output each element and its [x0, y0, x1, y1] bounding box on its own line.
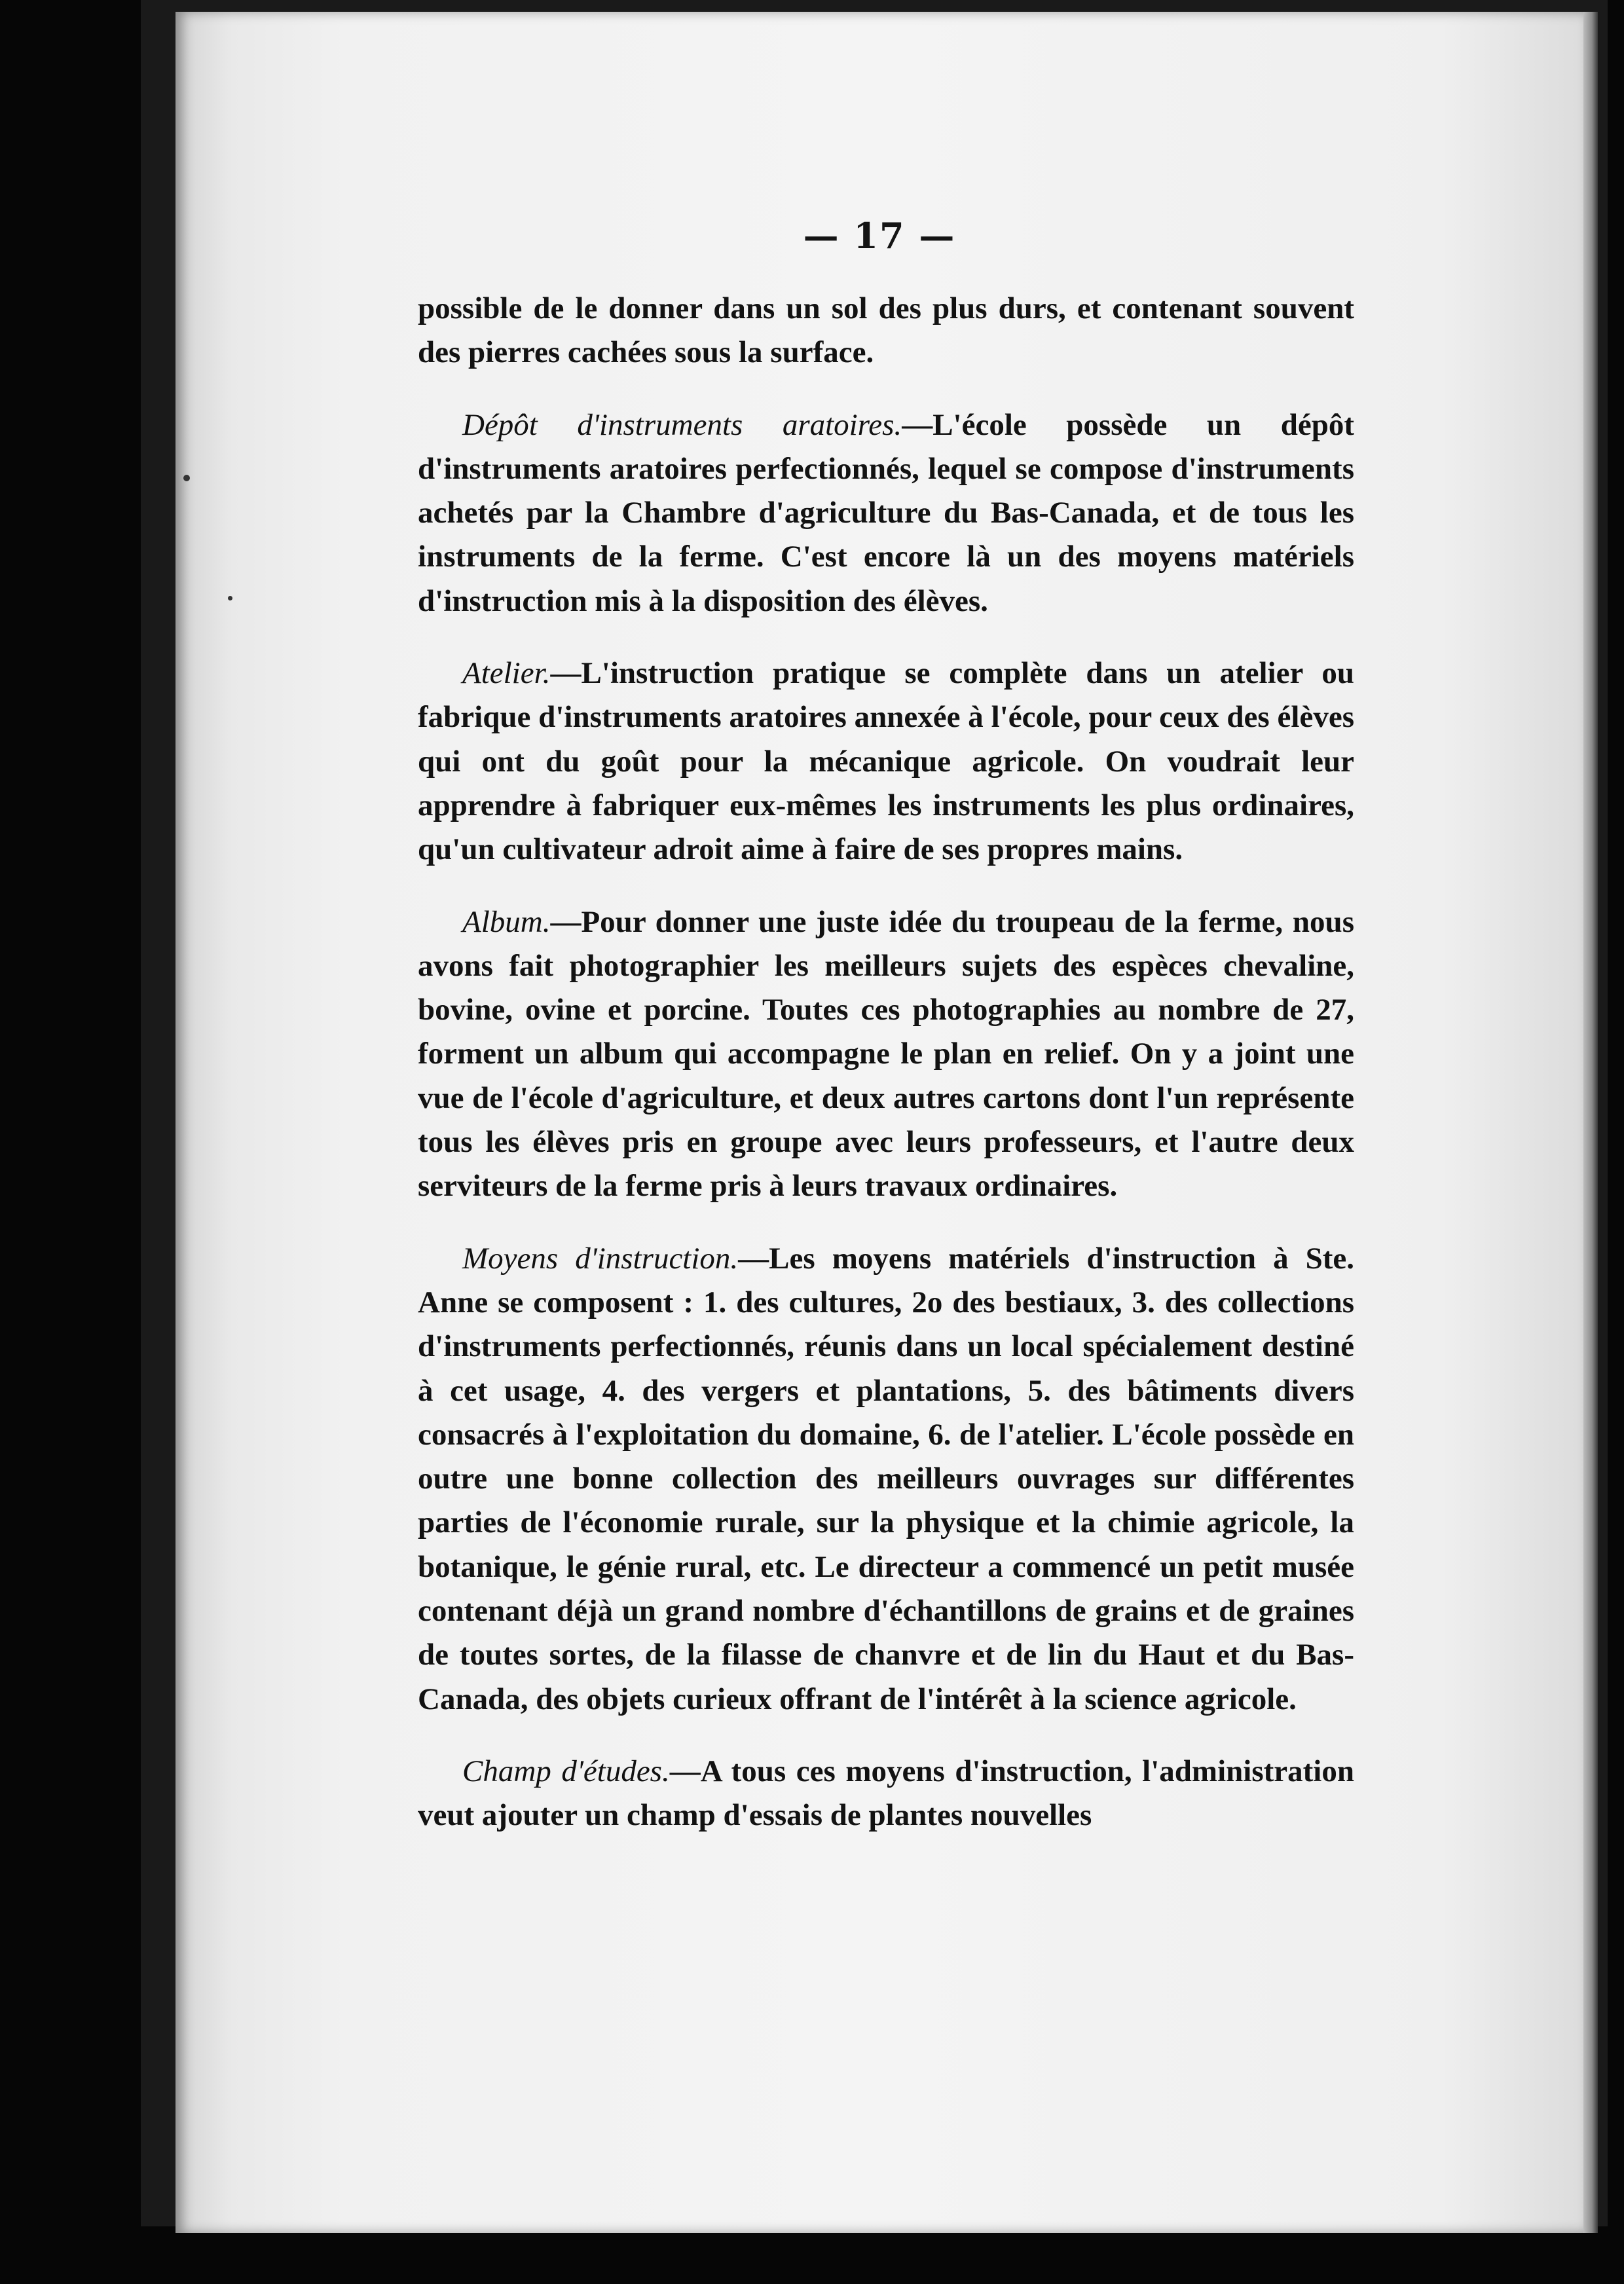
- paragraph-album: [418, 900, 1354, 1209]
- page-right-edge: [1583, 12, 1598, 2233]
- page-number: — 17 —: [803, 215, 956, 257]
- ink-speck: [183, 475, 190, 481]
- paragraph-heading: Album.: [462, 904, 551, 939]
- paragraph-moyens: [418, 1237, 1354, 1722]
- paragraph-continuation: [418, 287, 1354, 375]
- paragraph-text: possible de le donner dans un sol des plus durs, et contenant souvent des pierres cachées sous la surface.: [418, 291, 1354, 370]
- paragraph-heading: Dépôt d'instruments aratoires.: [462, 407, 902, 442]
- paragraph-text: —Pour donner une juste idée du troupeau de la ferme, nous avons fait photographier les meilleurs sujets des espèces chevaline, bovine, ovine et porcine. Toutes ces photographies au nombre de 27, forment un album qui accompagne le plan en relief. On y a joint une vue de l'école d'agriculture, et deux autres cartons dont l'un représente tous les élèves pris en groupe avec leurs professeurs, et l'autre deux serviteurs de la ferme pris à leurs travaux ordinaires.: [418, 904, 1354, 1204]
- paragraph-text: —Les moyens matériels d'instruction à Ste. Anne se composent : 1. des cultures, 2o des bestiaux, 3. des collections d'instruments perfectionnés, réunis dans un local spécialement destiné à cet usage, 4. des vergers et plantations, 5. des bâtiments divers consacrés à l'exploitation du domaine, 6. de l'atelier. L'école possède en outre une bonne collection des meilleurs ouvrages sur différentes parties de l'économie rurale, sur la physique et la chimie agricole, la botanique, le génie rural, etc. Le directeur a commencé un petit musée contenant déjà un grand nombre d'échantillons de grains et de graines de toutes sortes, de la filasse de chanvre et de lin du Haut et du Bas-Canada, des objets curieux offrant de l'intérêt à la science agricole.: [418, 1241, 1354, 1716]
- body-text: [418, 287, 1354, 1866]
- paragraph-atelier: [418, 652, 1354, 872]
- paragraph-heading: Champ d'études.: [462, 1754, 670, 1788]
- paragraph-text: —A tous ces moyens d'instruction, l'administration veut ajouter un champ d'essais de plantes nouvelles: [418, 1754, 1354, 1833]
- paragraph-text: —L'école possède un dépôt d'instruments aratoires perfectionnés, lequel se compose d'instruments achetés par la Chambre d'agriculture du Bas-Canada, et de tous les instruments de la ferme. C'est encore là un des moyens matériels d'instruction mis à la disposition des élèves.: [418, 407, 1354, 618]
- paragraph-text: —L'instruction pratique se complète dans un atelier ou fabrique d'instruments aratoires annexée à l'école, pour ceux des élèves qui ont du goût pour la mécanique agricole. On voudrait leur apprendre à fabriquer eux-mêmes les instruments les plus ordinaires, qu'un cultivateur adroit aime à faire de ses propres mains.: [418, 656, 1354, 867]
- paragraph-depot: [418, 403, 1354, 623]
- paragraph-heading: Moyens d'instruction.: [462, 1241, 739, 1276]
- paragraph-heading: Atelier.: [462, 656, 551, 691]
- ink-speck: [228, 596, 232, 600]
- paragraph-champ: [418, 1750, 1354, 1838]
